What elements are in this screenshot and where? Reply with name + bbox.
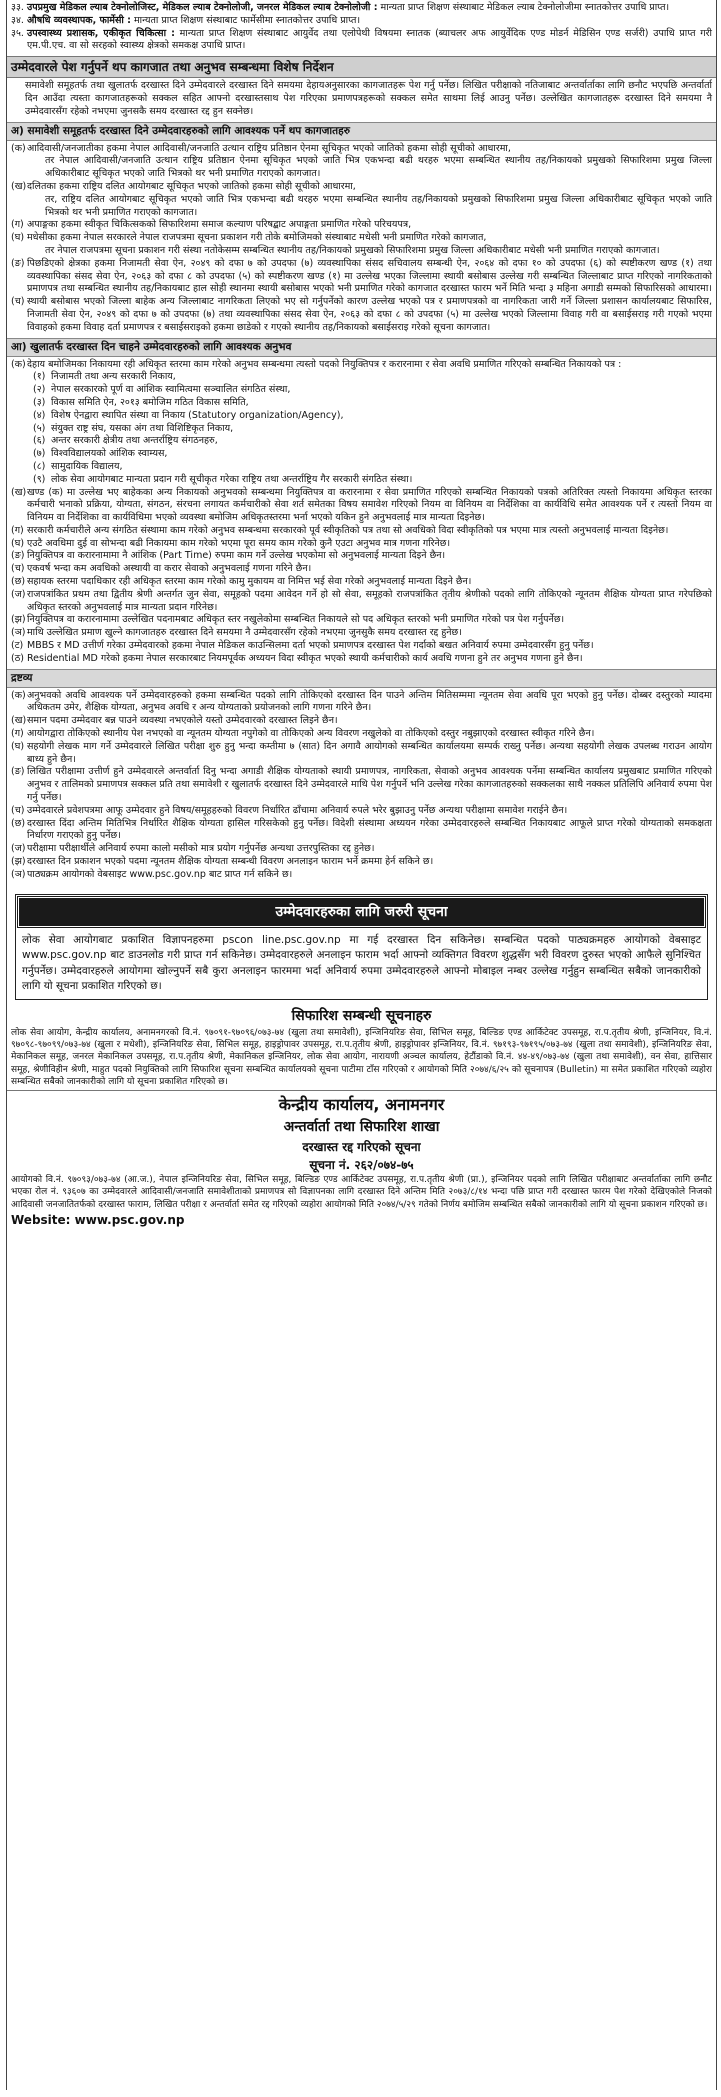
item-label: उपप्रमुख मेडिकल ल्याब टेक्नोलोजिस्ट, मेडिकल ल्याब टेक्नोलोजी, जनरल मेडिकल ल्याब टेक्नोलोजी : xyxy=(27,2,378,13)
item-text: एकवर्ष भन्दा कम अवधिको अस्थायी वा करार सेवाको अनुभवलाई गणना गरिने छैन। xyxy=(27,563,312,575)
advertisement-page xyxy=(6,0,717,2090)
item-number: (घ) xyxy=(11,740,25,752)
list-item xyxy=(7,461,716,474)
list-item xyxy=(7,550,716,563)
item-text: पाठ्यक्रम आयोगको वेबसाइट www.psc.gov.np बाट प्राप्त गर्न सकिने छ। xyxy=(27,868,293,880)
item-number: (ख) xyxy=(11,715,27,727)
item-number: (५) xyxy=(33,422,46,434)
section-heading-inclusive: अ) समावेशी समूहतर्फ दरखास्त दिने उम्मेदवारहरुको लागि आवश्यक पर्ने थप कागजातहरु xyxy=(7,122,716,141)
list-item xyxy=(7,384,716,397)
item-number: (९) xyxy=(33,473,46,485)
item-number: (ग) xyxy=(11,728,24,740)
item-text: लिखित परीक्षामा उत्तीर्ण हुने उम्मेदवारले अन्तर्वार्ता दिनु भन्दा अगाडी शैक्षिक योग्यताको स्थायी प्रमाणपत्र, नागरिकता, सेवाको अनुभव आवश्यक पर्नेमा सम्बन्धित कार्यालय प्रमुखबाट प्रमाणित गरिएको अनुभव र तालिमको प्रमाणपत्र सक्कल प्रति तथा समावेशी र खुलातर्फ दरखास्त दिने उम्मेदवारले माथि पेश गर्नुपर्ने भनि उल्लेख गरेका कागजातहरुको सक्कलका साथै नक्कल प्रतिलिपि अनिवार्य रुपमा पेश गर्नु पर्नेछ। xyxy=(27,766,712,804)
item-text: माथि उल्लेखित प्रमाण खुल्ने कागजातहरु दरखास्त दिने समयमा नै उम्मेदवारसँग रहेको नभएमा जुनसुकै समय दरखास्त रद्द हुनेछ। xyxy=(27,627,462,639)
qualification-list xyxy=(7,0,716,53)
section-intro: समावेशी समूहतर्फ तथा खुलातर्फ दरखास्त दिने उम्मेदवारले दरखास्त दिने समयमा देहायअनुसारका कागजातहरू पेश गर्नु पर्नेछ। लिखित परीक्षाको नतिजाबाट अन्तर्वार्ताका लागि छनौट भएपछि अन्तर्वार्ता दिन आउँदा त्यस्ता कागजातहरूको सक्कल सहित आफ्नो दरखास्तसाथ पेश गरिएका प्रमाणपत्रहरूको सक्कल समेत साथमा लिई आउनु पर्नेछ। उल्लेखित कागजातहरू दरखास्त दिने समयमा नै उम्मेदवारसँग रहेको नभएमा जुनसकै समय दरखास्त रद्द हुन सक्नेछ। xyxy=(25,80,712,117)
item-number: (च) xyxy=(11,563,25,575)
list-item xyxy=(7,143,716,156)
item-text: एउटै अवधिमा दुई वा सोभन्दा बढी निकायमा काम गरेको भएमा पूरा समय काम गरेको कुनै एउटा अनुभव मात्र गणना गरिनेछ। xyxy=(27,537,451,549)
list-item xyxy=(7,766,716,804)
item-number: (ग) xyxy=(11,524,24,536)
item-number: (ख) xyxy=(11,180,27,192)
list-item xyxy=(7,653,716,666)
list-item xyxy=(7,181,716,194)
list-item xyxy=(7,525,716,538)
item-number: (छ) xyxy=(11,817,26,829)
item-number: (ङ) xyxy=(11,550,25,562)
item-number: (च) xyxy=(11,804,25,816)
list-item: (क) देहाय बमोजिमका निकायमा रही अधिकृत स्तरमा काम गरेको अनुभव सम्बन्धमा त्यस्तो पदको नियुक्तिपत्र र करारनामा र सेवा अवधि प्रमाणित गरिएको सम्बन्धित निकायको पत्र : xyxy=(7,359,716,372)
list-item xyxy=(7,856,716,869)
list-item xyxy=(7,423,716,436)
item-number: (ञ) xyxy=(11,868,26,880)
list-item xyxy=(7,219,716,232)
list-item xyxy=(7,843,716,856)
list-item xyxy=(7,869,716,882)
list-item xyxy=(7,448,716,461)
item-text: नेपाल सरकारको पूर्ण वा आंशिक स्वामित्वमा सञ्चालित संगठित संस्था, xyxy=(51,384,291,396)
item-text: सरकारी कर्मचारीले अन्य संगठित संस्थामा काम गरेको अनुभव सम्बन्धमा सरकारको पूर्व स्वीकृतिको पत्र तथा सो अवधिको विदा स्वीकृतिको पत्र भएमा मात्र त्यस्तो अनुभवलाई मान्यता दिइनेछ। xyxy=(27,524,669,536)
list-item xyxy=(7,640,716,653)
item-number: (घ) xyxy=(11,232,25,244)
item-text: सहायक स्तरमा पदाधिकार रही अधिकृत स्तरमा काम गरेको कामु मुकायम वा निमित्त भई सेवा गरेको अनुभवलाई मान्यता दिइने छैन। xyxy=(27,576,472,588)
list-item xyxy=(7,627,716,640)
item-continuation: तर नेपाल आदिवासी/जनजाति उत्थान राष्ट्रिय प्रतिष्ठान ऐनमा सूचिकृत भएको जाति भित्र एकभन्दा बढी थरहरु भएमा सम्बन्धित स्थानीय तह/निकायको प्रमुखको सिफारिशमा प्रमुख जिल्ला अधिकारीबाट सूचिकृत भएको जाति भित्रको थर भनी प्रमाणित गराएको कागजात। xyxy=(45,155,712,180)
list-item xyxy=(7,715,716,728)
item-label: उपस्वास्थ्य प्रशासक, एकीकृत चिकित्सा : xyxy=(27,27,175,39)
item-number: (ञ) xyxy=(11,627,26,639)
item-text: परीक्षामा परीक्षार्थीले अनिवार्य रुपमा कालो मसीको मात्र प्रयोग गर्नुपर्नेछ अन्यथा उत्तरपुस्तिका रद्द हुनेछ। xyxy=(27,843,375,855)
item-number: (ङ) xyxy=(11,766,25,778)
item-text: सामुदायिक विद्यालय, xyxy=(51,460,123,472)
item-text: विकास समिति ऐन, २०१३ बमोजिम गठित विकास समिति, xyxy=(51,396,249,408)
item-text: विश्वविद्यालयको आंशिक स्वाम्यस, xyxy=(51,448,168,460)
list-item xyxy=(7,435,716,448)
list-item xyxy=(7,818,716,844)
item-text: अनुभवको अवधि आवश्यक पर्ने उम्मेदवारहरुको हकमा सम्बन्धित पदको लागि तोकिएको दरखास्त दिन पाउने अन्तिम मितिसम्ममा न्यूनतम सेवा अवधि पूरा भएको हुनु पर्नेछ। दोब्बर दस्तुरको म्यादमा अधिकतम उमेर, शैक्षिक योग्यता, अनुभव अवधि र अन्य योग्यताको प्रयोजनको लागि गणना गरिने छैन। xyxy=(27,689,712,714)
item-text: आदिवासी/जनजातीका हकमा नेपाल आदिवासी/जनजाति उत्थान राष्ट्रिय प्रतिष्ठान ऐनमा सूचिकृत भएको जातिको हकमा सोही सूचीको आधारमा, xyxy=(27,142,511,154)
qualification-item-35 xyxy=(7,28,716,54)
item-number: (क) xyxy=(11,142,26,154)
item-number: (८) xyxy=(33,460,46,472)
website-link[interactable]: Website: www.psc.gov.np xyxy=(11,1212,185,1227)
item-number: (च) xyxy=(11,296,25,308)
cancellation-body: आयोगको वि.नं. ९७०९३/०७३-७४ (आ.ज.), नेपाल इन्जिनियरिङ सेवा, सिभिल समूह, बिल्डिङ एण्ड आर्किटेक्ट उपसमूह, रा.प.तृतीय श्रेणी (प्रा.), इन्जिनियर पदको लागि लिखित परीक्षाबाट अन्तर्वार्ताका लागि छनौट भएका रोल नं. ९३६०७ का उम्मेदवारले आदिवासी/जनजाति समावेशीताको प्रमाणपत्र सो विज्ञापनका लागि दरखास्त दिने अन्तिम मिति २०७३/८/१४ भन्दा पछि प्राप्त गरी दरखास्त फारम पेश गरेको देखिएकोले निजको आदिवासी जनजातितर्फको दरखास्त फाराम, लिखित परीक्षा र अन्तर्वार्ता समेत रद्द गरिएको व्यहोरा आयोगको मिति २०७४/५/२९ गतेको निर्णय बमोजिम सम्बन्धित सबैको जानकारीको लागि यो सूचना प्रकाशन गरिएको छ। xyxy=(11,1175,712,1210)
item-text: दलितका हकमा राष्ट्रिय दलित आयोगबाट सूचिकृत भएको जातिको हकमा सोही सूचीको आधारमा, xyxy=(27,180,356,192)
item-text: Residential MD गरेको हकमा नेपाल सरकारबाट नियमपूर्वक अध्ययन विदा स्वीकृत भएको स्थायी कर्मचारीको कार्य अवधि गणना हुने तर अनुभव गणना हुने छैन। xyxy=(27,652,583,664)
item-text: मान्यता प्राप्त शिक्षण संस्थाबाट आयुर्वेद तथा एलोपेथी विषयमा स्नातक (ब्याचलर अफ आयुर्वेदिक एण्ड मोडर्न मेडिसिन एण्ड सर्जरी) उपाधि प्राप्त गरी एम.पी.एच. वा सो सरहको स्वास्थ्य क्षेत्रको समकक्ष उपाधि प्राप्त। xyxy=(27,27,712,52)
item-continuation: तर, राष्ट्रिय दलित आयोगबाट सूचिकृत भएको जाति भित्र एकभन्दा बढी थरहरु भएमा सम्बन्धित स्थानीय तह/निकायको प्रमुखको सिफारिशमा प्रमुख जिल्ला अधिकारीबाट सूचिकृत भएको जाति भित्रको थर भनी प्रमाणित गराएको कागजात। xyxy=(45,193,712,218)
list-item xyxy=(7,538,716,551)
section-heading-open-experience: आ) खुलातर्फ दरखास्त दिन चाहने उम्मेदवारहरुको लागि आवश्यक अनुभव xyxy=(7,338,716,357)
item-text: अपाङ्गका हकमा स्वीकृत चिकित्सकको सिफारिशमा समाज कल्याण परिषद्बाट अपाङ्गता प्रमाणित गरेको परिचयपत्र, xyxy=(27,219,412,231)
experience-rules-list xyxy=(7,487,716,666)
qualification-item-33 xyxy=(7,2,716,15)
item-text: देहाय बमोजिमका निकायमा रही अधिकृत स्तरमा काम गरेको अनुभव सम्बन्धमा त्यस्तो पदको नियुक्तिपत्र र करारनामा र सेवा अवधि प्रमाणित गरिएको सम्बन्धित निकायको पत्र : xyxy=(27,358,622,370)
item-number: (६) xyxy=(33,435,46,447)
item-number: (ख) xyxy=(11,486,27,498)
item-text: अन्तर सरकारी क्षेत्रीय तथा अन्तर्राष्ट्रिय संगठनहरु, xyxy=(51,435,218,447)
item-text: खण्ड (क) मा उल्लेख भए बाहेकका अन्य निकायको अनुभवको सम्बन्धमा नियुक्तिपत्र वा करारनामा र सेवा प्रमाणित गरिएको सम्बन्धित निकायको पत्रको अतिरिक्त त्यस्तो निकायमा अधिकृत स्तरका कर्मचारी भनाको प्रक्रिया, योग्यता, संगठन, संरचना लगायत कर्मचारीको सेवा शर्त समेतका विषय समावेश गरिएको नियम वा विनियम वा निर्देशिका वा कार्यविधि समेत आवश्यक पर्ने र त्यस्तो नियम वा विनियम वा निर्देशिका वा कार्यविधिमा भएको व्यवस्था बमोजिम अधिकृतस्तरमा भर्ना भएको यकिन हुने अनुभवलाई मात्र मान्यता दिइनेछ। xyxy=(27,486,712,524)
item-text: नियुक्तिपत्र वा करारनामामा नै आंशिक (Part Time) रुपमा काम गर्ने उल्लेख भएकोमा सो अनुभवलाई मान्यता दिइने छैन। xyxy=(27,550,446,562)
item-text: मान्यता प्राप्त शिक्षण संस्थाबाट फार्मेसीमा स्नातकोत्तर उपाधि प्राप्त। xyxy=(134,14,361,26)
item-text: विशेष ऐनद्वारा स्थापित संस्था वा निकाय (Statutory organization/Agency), xyxy=(51,409,344,421)
item-number: (क) xyxy=(11,689,26,701)
list-item xyxy=(7,741,716,767)
list-item xyxy=(7,563,716,576)
organization-list xyxy=(7,371,716,486)
item-text: आयोगद्वारा तोकिएको स्थानीय पेश नभएको वा न्यूनतम योग्यता नपुगेको वा तोकिएको अन्य विवरण नखुलेको वा तोकिएको दस्तुर नबुझाएको दरखास्त स्वीकृत गरिने छैन। xyxy=(27,728,595,740)
item-text: संयुक्त राष्ट्र संघ, यसका अंग तथा विशिष्टिकृत निकाय, xyxy=(51,422,234,434)
recommendation-body: लोक सेवा आयोग, केन्द्रीय कार्यालय, अनामनगरको वि.नं. ९७०९१-९७०९६/०७३-७४ (खुला तथा समावेशी), इन्जिनियरिङ सेवा, सिभिल समूह, बिल्डिङ एण्ड आर्किटेक्ट उपसमूह, रा.प.तृतीय श्रेणी, इन्जिनियर, वि.नं. ९७०९८-९७०९९/०७३-७४ (खुला र मधेशी), इन्जिनियरिङ सेवा, सिभिल समूह, हाइड्रोपावर उपसमूह, रा.प.तृतीय श्रेणी, हाइड्रोपावर इन्जिनियर, वि.नं. ९७१९३-९७१९५/०७३-७४ (खुला तथा समावेशी), इन्जिनियरिङ सेवा, मेकानिकल समूह, जनरल मेकानिकल उपसमूह, रा.प.तृतीय श्रेणी, मेकानिकल इन्जिनियर, लोक सेवा आयोग, नारायणी अञ्चल कार्यालय, हेटौंडाको वि.नं. ४४-४९/०७३-७४ (खुला तथा समावेशी), वन सेवा, हात्तिसार समूह, श्रेणीविहीन श्रेणी, माहुत पदको नियुक्तिको लागि सिफारिश सूचना सम्बन्धित कार्यालयको सूचना पाटीमा टाँस गरिएको र आयोगको मिति २०७४/६/२५ को सूचनापत्र (Bulletin) मा समेत प्रकाशित गरिएको व्यहोरा सम्बन्धित सबैको जानकारीको लागि यो सूचना प्रकाशित गरिएको छ। xyxy=(11,1027,712,1087)
item-text: स्थायी बसोबास भएको जिल्ला बाहेक अन्य जिल्लाबाट नागरिकता लिएको भए सो गर्नुपर्नेको कारण उल्लेख भएको पत्र र प्रमाणपत्रको वा नागरिकता जारी गर्ने जिल्ला प्रशासन कार्यालयबाट सिफारिस, निजामती सेवा ऐन, २०४९ को दफा ७ को उपदफा (७) तथा व्यवस्थापिका संसद सेवा ऐन, २०६३ को दफा ८ को उपदफा (५) मा उल्लेख भएको जिल्लामा विवाह गरी वा बसाईसराइ गरी गएको भएमा विवाहको हकमा विवाह दर्ता प्रमाणपत्र र बसाईसराइको हकमा छाडेको र गएको स्थानीय तह/निकायको बसाईसराइ गरेको सूचना कागजात। xyxy=(27,296,712,333)
item-number: (७) xyxy=(33,448,46,460)
item-continuation: तर नेपाल राजपत्रमा सूचना प्रकाशन गरी संस्था नतोकेसम्म सम्बन्धित स्थानीय तह/निकायको प्रमुखको सिफारिशमा प्रमुख जिल्ला अधिकारीबाट मधेसी भनी प्रमाणित गराएको कागजात। xyxy=(45,244,660,256)
item-text: पिछडिएको क्षेत्रका हकमा निजामती सेवा ऐन, २०४९ को दफा ७ को उपदफा (७) व्यवस्थापिका संसद सचिवालय सम्बन्धी ऐन, २०६४ को दफा १० को उपदफा (६) को स्पष्टीकरण खण्ड (१) तथा व्यवस्थापिका संसद सेवा ऐन, २०६३ को दफा ८ को उपदफा (५) को स्पष्टीकरण खण्ड (१) मा उल्लेख भएका जिल्लामा स्थायी बसोबास उल्लेख गरी सम्बन्धित जिल्लाबाट प्राप्त गरिएको नागरिकताको प्रमाणपत्र तथा सम्बन्धित स्थानीय तह/निकायबाट हाल सोही स्थानमा स्थायी बसोबास भएको भनी प्रमाणित गरेको कागजात दरखास्त फारम भर्ने मिति भन्दा ३ महिना अगाडी सम्मको सिफारिसको आधारमा। xyxy=(27,257,712,295)
inclusive-documents-list xyxy=(7,143,716,335)
item-number: (ट) xyxy=(11,640,24,652)
item-text: निजामती तथा अन्य सरकारी निकाय, xyxy=(51,371,176,383)
divider xyxy=(7,1090,716,1091)
list-item xyxy=(7,805,716,818)
list-item xyxy=(7,474,716,487)
item-number: (घ) xyxy=(11,537,25,549)
list-item xyxy=(7,728,716,741)
item-number: (छ) xyxy=(11,576,26,588)
item-number: (झ) xyxy=(11,856,26,868)
item-number: (ग) xyxy=(11,219,24,231)
item-number: ३३. xyxy=(11,2,24,13)
list-item xyxy=(7,296,716,334)
item-text: समान पदमा उम्मेदवार बन्न पाउने व्यवस्था नभएकोले यस्तो उम्मेदवारको दरखास्त लिइने छैन। xyxy=(27,715,338,727)
item-number: (४) xyxy=(33,409,46,421)
item-text: मधेसीका हकमा नेपाल सरकारले नेपाल राजपत्रमा सूचना प्रकाशन गरी तोके बमोजिमको संस्थाबाट मधेसी भनी प्रमाणित गरेको कागजात, xyxy=(27,232,487,244)
item-number: (झ) xyxy=(11,614,26,626)
list-item xyxy=(7,589,716,615)
item-text: राजपत्रांकित प्रथम तथा द्वितीय श्रेणी अन्तर्गत जुन सेवा, समूहको पदमा आवेदन गर्ने हो सो सेवा, समूहको राजपत्रांकित तृतीय श्रेणीको पदको लागि तोकिएको न्यूनतम शैक्षिक योग्यता प्राप्त गरेपछिको अधिकृत स्तरको अनुभवलाई मात्र मान्यता प्रदान गरिनेछ। xyxy=(27,588,712,613)
important-notice-box xyxy=(15,894,708,1000)
list-item xyxy=(7,614,716,627)
item-text: नियुक्तिपत्र वा करारनामामा उल्लेखित पदनामबाट अधिकृत स्तर नखुलेकोमा सम्बन्धित निकायले सो पद अधिकृत स्तरको भनी प्रमाणित गरेको पत्र पेश गर्नुपर्नेछ। xyxy=(27,614,565,626)
list-item xyxy=(7,576,716,589)
item-number: ३४. xyxy=(11,14,24,26)
list-item xyxy=(7,487,716,525)
notes-list xyxy=(7,690,716,882)
list-item xyxy=(7,410,716,423)
item-text: दरखास्त दिंदा अन्तिम मितिभित्र निर्धारित शैक्षिक योग्यता हासिल गरिसकेको हुनु पर्नेछ। विदेशी संस्थामा अध्ययन गरेका उम्मेदवारहरुले सम्बन्धित निकायबाट आफूले प्राप्त गरेको योग्यताको समकक्षता निर्धारण गराएको हुनु पर्नेछ। xyxy=(27,817,712,842)
item-number: (ज) xyxy=(11,843,26,855)
list-item xyxy=(7,397,716,410)
notice-title: उम्मेदवारहरुका लागि जरुरी सूचना xyxy=(16,895,707,929)
item-number: (ज) xyxy=(11,588,26,600)
item-number: (ठ) xyxy=(11,652,24,664)
item-label: औषधि व्यवस्थापक, फार्मेसी : xyxy=(27,14,131,26)
item-number: (२) xyxy=(33,384,46,396)
list-item xyxy=(7,371,716,384)
item-number: (१) xyxy=(33,371,46,383)
item-text: MBBS र MD उत्तीर्ण गरेका उम्मेदवारको हकमा नेपाल मेडिकल काउन्सिलमा दर्ता भएको प्रमाणपत्र दरखास्त पेश गर्दाको बखत अनिवार्य रुपमा उम्मेदवारसँग हुनु पर्नेछ। xyxy=(27,640,594,652)
item-number: ३५. xyxy=(11,27,24,39)
branch-name: अन्तर्वार्ता तथा सिफारिश शाखा xyxy=(283,1119,440,1136)
notice-number: सूचना नं. २६२/०७४-७५ xyxy=(309,1158,414,1173)
section-heading-notes: द्रष्टव्य xyxy=(7,669,716,688)
notice-heading: दरखास्त रद्द गरिएको सूचना xyxy=(302,1140,421,1155)
item-text: मान्यता प्राप्त शिक्षण संस्थाबाट मेडिकल ल्याब टेक्नोलोजीमा स्नातकोत्तर उपाधि प्राप्त। xyxy=(380,2,670,13)
item-text: उम्मेदवारले प्रवेशपत्रमा आफू उम्मेदवार हुने विषय/समूहहरुको विवरण निर्धारित ढाँचामा अनिवार्य रुपले भरेर बुझाउनु पर्नेछ अन्यथा परीक्षामा समावेश गराईने छैन। xyxy=(27,804,568,816)
office-name: केन्द्रीय कार्यालय, अनामनगर xyxy=(278,1095,445,1115)
list-item xyxy=(7,690,716,716)
recommendation-title: सिफारिश सम्बन्धी सूचनाहरु xyxy=(291,1007,432,1024)
item-text: दरखास्त दिन प्रकाशन भएको पदमा न्यूनतम शैक्षिक योग्यता सम्बन्धी विवरण अनलाइन फाराम भर्ने क्रममा हेर्न सकिने छ। xyxy=(27,856,434,868)
section-heading-special-instructions: उम्मेदवारले पेश गर्नुपर्ने थप कागजात तथा अनुभव सम्बन्धमा विशेष निर्देशन xyxy=(7,56,716,78)
item-text: सहयोगी लेखक माग गर्ने उम्मेदवारले लिखित परीक्षा शुरु हुनु भन्दा कम्तीमा ७ (सात) दिन अगावै आयोगको सम्बन्धित कार्यालयमा सम्पर्क राख्नु पर्नेछ। अन्यथा सहयोगी लेखक उपलब्ध गराउन आयोग बाध्य हुने छैन। xyxy=(27,740,712,765)
notice-body: लोक सेवा आयोगबाट प्रकाशित विज्ञापनहरुमा pscon line.psc.gov.np मा गई दरखास्त दिन सकिनेछ। सम्बन्धित पदको पाठ्यक्रमहरु आयोगको वेबसाइट www.psc.gov.np बाट डाउनलोड गरी प्राप्त गर्न सकिनेछ। उम्मेदवारहरुले अनलाइन फाराम भर्दा आफ्नो व्यक्तिगत विवरण शुद्धसँग भरी विवरण दुरुस्त भएको आफैले सुनिश्चित गर्नुपर्नेछ। उम्मेदवारहरुले आयोगमा खोल्नुपर्ने सबै कुरा अनलाइन फारममा भर्दा अनिवार्य रुपमा उम्मेदवारहरुले आफ्नो मोबाइल नम्बर उल्लेख गर्नुहुन सम्बन्धित सबैको जानकारीको लागि यो सूचना प्रकाशित गरिएको छ। xyxy=(22,933,701,993)
list-item xyxy=(7,258,716,296)
qualification-item-34 xyxy=(7,15,716,28)
list-item xyxy=(7,232,716,245)
item-number: (ङ) xyxy=(11,257,25,269)
item-text: लोक सेवा आयोगबाट मान्यता प्रदान गरी सूचीकृत गरेका राष्ट्रिय तथा अन्तर्राष्ट्रिय गैर सरकारी संगठित संस्था। xyxy=(51,473,413,485)
item-number: (३) xyxy=(33,396,46,408)
